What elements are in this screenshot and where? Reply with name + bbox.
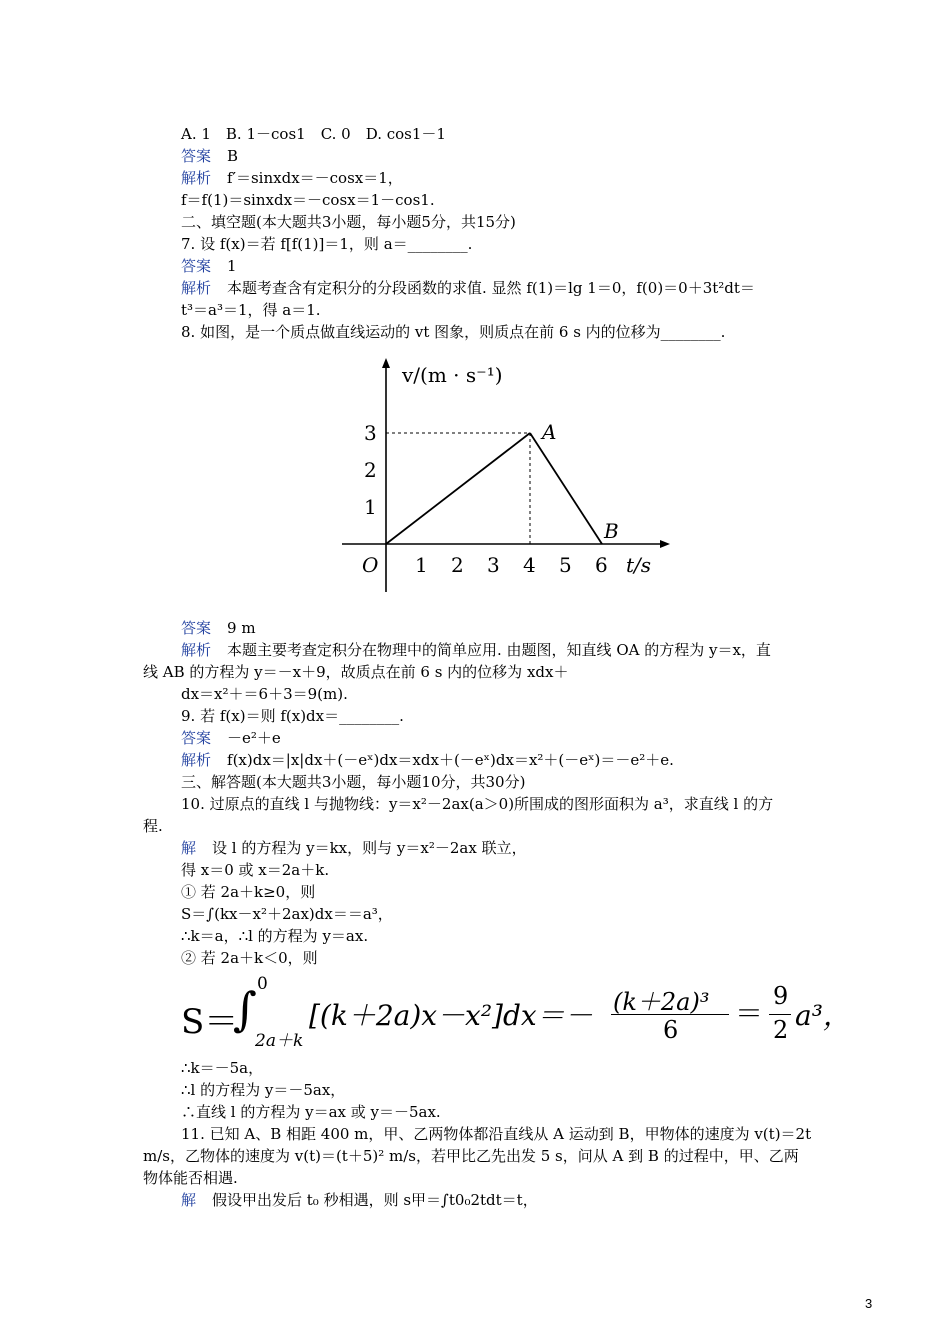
text-line: [181, 1190, 538, 1210]
text-line: [181, 212, 516, 232]
answer-label: 答案: [181, 257, 212, 275]
line-text: 7. 设 f(x)＝若 f[f(1)]＝1，则 a＝________.: [181, 235, 473, 253]
line-text: ∴l 的方程为 y＝－5ax，: [181, 1081, 346, 1099]
answer-label: 解: [181, 839, 197, 857]
text-line: [181, 146, 238, 166]
answer-label: 解析: [181, 279, 212, 297]
series-segment: [386, 433, 530, 544]
text-line: [143, 1168, 238, 1188]
text-line: [181, 948, 318, 968]
line-text: 10. 过原点的直线 l 与抛物线：y＝x²－2ax(a＞0)所围成的图形面积为 a³，求直线 l 的方: [181, 795, 774, 813]
answer-label: 解: [181, 1191, 197, 1209]
line-text: －e²＋e: [227, 729, 281, 747]
line-text: ∴k＝－5a，: [181, 1059, 264, 1077]
formula-tail: a³，: [795, 999, 851, 1032]
text-line: [181, 300, 321, 320]
text-line: [143, 1146, 799, 1166]
answer-label: 答案: [181, 147, 212, 165]
text-line: [181, 278, 755, 298]
point-label: B: [604, 519, 619, 543]
y-axis-arrow-icon: [382, 358, 390, 368]
line-text: S＝∫(kx－x²＋2ax)dx＝＝a³，: [181, 905, 393, 923]
line-text: f(x)dx＝|x|dx＋(－eˣ)dx＝xdx＋(－eˣ)dx＝x²＋(－eˣ)＝－e²＋e.: [227, 751, 674, 769]
line-text: 本题主要考查定积分在物理中的简单应用. 由题图，知直线 OA 的方程为 y＝x，直: [227, 641, 771, 659]
line-text: A. 1 B. 1－cos1 C. 0 D. cos1－1: [181, 125, 446, 143]
text-line: [181, 234, 472, 254]
text-line: [181, 794, 773, 814]
y-axis-label: v/(m · s⁻¹): [402, 363, 503, 387]
point-label: A: [542, 420, 557, 444]
text-line: [181, 750, 674, 770]
fraction2-bar: [769, 1014, 791, 1015]
fraction1-bar: [611, 1014, 729, 1015]
page-number: 3: [865, 1296, 873, 1311]
integral-sign: ∫: [233, 982, 257, 1036]
text-line: [181, 640, 771, 660]
line-text: ∴k＝a，∴l 的方程为 y＝ax.: [181, 927, 369, 945]
x-axis-arrow-icon: [660, 540, 670, 548]
formula-equals: ＝: [735, 997, 764, 1030]
line-text: 9 m: [227, 619, 256, 637]
origin-label: O: [362, 553, 379, 577]
fraction1-denominator: 6: [663, 1016, 679, 1044]
x-axis-label: t/s: [626, 553, 652, 577]
line-text: t³＝a³＝1，得 a＝1.: [181, 301, 321, 319]
text-line: [181, 190, 435, 210]
text-line: [181, 904, 393, 924]
velocity-time-graph: [320, 352, 672, 612]
y-tick-label: 3: [364, 421, 377, 445]
text-line: [143, 662, 568, 682]
line-text: 1: [227, 257, 237, 275]
line-text: dx＝x²＋＝6＋3＝9(m).: [181, 685, 348, 703]
text-line: [181, 926, 368, 946]
line-text: 三、解答题(本大题共3小题，每小题10分，共30分): [181, 773, 526, 791]
y-tick-label: 1: [364, 495, 377, 519]
line-text: m/s，乙物体的速度为 v(t)＝(t＋5)² m/s，若甲比乙先出发 5 s，问从 A 到 B 的过程中，甲、乙两: [143, 1147, 799, 1165]
text-line: [181, 706, 404, 726]
line-text: f′＝sinxdx＝－cosx＝1，: [227, 169, 403, 187]
line-text: 程.: [143, 817, 163, 835]
line-text: 线 AB 的方程为 y＝－x＋9，故质点在前 6 s 内的位移为 xdx＋: [143, 663, 569, 681]
text-line: [181, 882, 315, 902]
answer-label: 解析: [181, 751, 212, 769]
text-line: [181, 728, 281, 748]
line-text: 二、填空题(本大题共3小题，每小题5分，共15分): [181, 213, 516, 231]
answer-label: 解析: [181, 641, 212, 659]
line-text: B: [227, 147, 239, 165]
text-line: [181, 256, 237, 276]
y-tick-label: 2: [364, 458, 377, 482]
answer-label: 答案: [181, 729, 212, 747]
x-tick-label: 3: [487, 553, 500, 577]
text-line: [143, 816, 163, 836]
text-line: [181, 838, 527, 858]
line-text: 本题考查含有定积分的分段函数的求值. 显然 f(1)＝lg 1＝0，f(0)＝0＋3t²dt＝: [227, 279, 755, 297]
line-text: 9. 若 f(x)＝则 f(x)dx＝________.: [181, 707, 404, 725]
formula-body: [(k＋2a)x－x²]dx＝－: [309, 999, 593, 1032]
line-text: ∴直线 l 的方程为 y＝ax 或 y＝－5ax.: [181, 1103, 441, 1121]
x-tick-label: 5: [559, 553, 572, 577]
text-line: [181, 1058, 263, 1078]
text-line: [181, 322, 725, 342]
integral-formula: [181, 974, 851, 1051]
integral-lower: 2a＋k: [255, 1031, 304, 1051]
integral-upper: 0: [257, 974, 268, 994]
line-text: f＝f(1)＝sinxdx＝－cosx＝1－cos1.: [181, 191, 435, 209]
line-text: ② 若 2a＋k＜0，则: [181, 949, 318, 967]
text-line: [181, 168, 403, 188]
x-tick-label: 6: [595, 553, 608, 577]
fraction2-denominator: 2: [773, 1016, 789, 1044]
x-tick-label: 1: [415, 553, 428, 577]
line-text: 得 x＝0 或 x＝2a＋k.: [181, 861, 330, 879]
series-segment: [530, 433, 602, 544]
x-tick-label: 2: [451, 553, 464, 577]
text-line: [181, 1102, 441, 1122]
formula-lhs: S＝: [181, 1002, 239, 1042]
line-text: 设 l 的方程为 y＝kx，则与 y＝x²－2ax 联立，: [212, 839, 527, 857]
line-text: ① 若 2a＋k≥0，则: [181, 883, 316, 901]
text-line: [181, 1080, 345, 1100]
x-tick-label: 4: [523, 553, 536, 577]
text-line: [181, 860, 329, 880]
fraction2-numerator: 9: [773, 982, 789, 1010]
answer-label: 答案: [181, 619, 212, 637]
line-text: 8. 如图，是一个质点做直线运动的 vt 图象，则质点在前 6 s 内的位移为________.: [181, 323, 726, 341]
answer-label: 解析: [181, 169, 212, 187]
line-text: 假设甲出发后 t₀ 秒相遇，则 s甲＝∫t0₀2tdt＝t，: [212, 1191, 538, 1209]
text-line: [181, 684, 348, 704]
text-line: [181, 772, 525, 792]
text-line: [181, 618, 256, 638]
text-line: [181, 124, 446, 144]
line-text: 11. 已知 A、B 相距 400 m，甲、乙两物体都沿直线从 A 运动到 B，甲物体的速度为 v(t)＝2t: [181, 1125, 812, 1143]
text-line: [181, 1124, 811, 1144]
line-text: 物体能否相遇.: [143, 1169, 238, 1187]
fraction1-numerator: (k＋2a)³: [613, 988, 710, 1016]
